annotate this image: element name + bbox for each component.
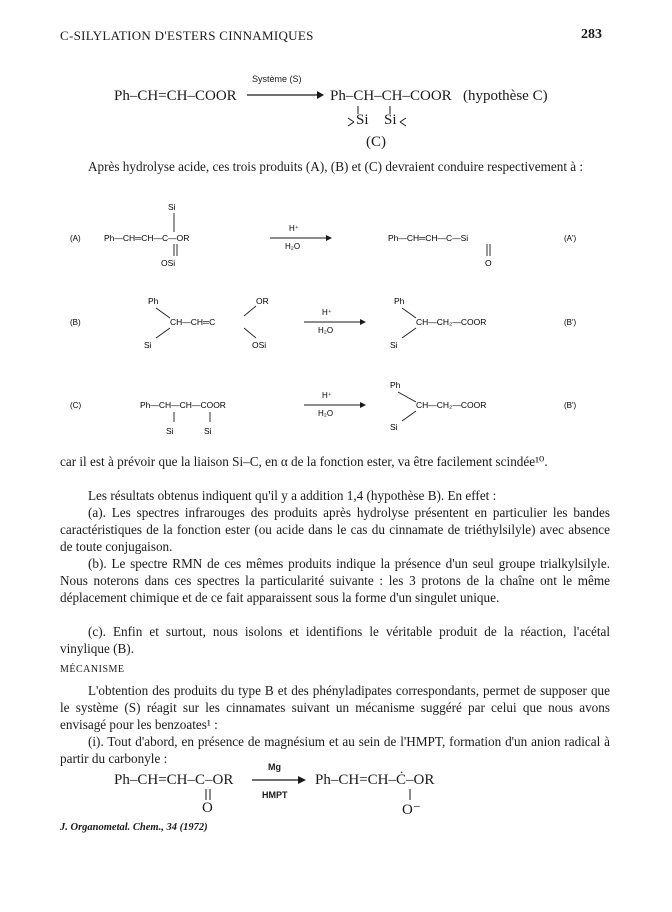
compound-label-c: (C) — [366, 134, 386, 150]
scheme-c-product: CH—CH₂—COOR — [416, 400, 487, 410]
bottom-product: Ph–CH=CH–Ċ–OR — [315, 772, 435, 788]
scheme-a-h-plus: H⁺ — [289, 224, 299, 233]
scheme-a-product: Ph—CH═CH—C—Si — [388, 233, 469, 243]
scheme-a-osi: OSi — [161, 258, 176, 268]
bottom-product-o: O⁻ — [402, 802, 421, 818]
scheme-a-water: H₂O — [285, 242, 301, 251]
top-product: Ph–CH–CH–COOR — [330, 88, 452, 104]
top-reaction-arrow — [245, 88, 325, 102]
scheme-c-product-ph: Ph — [390, 380, 401, 390]
top-product-note: (hypothèse C) — [463, 88, 548, 104]
paragraph-results: Les résultats obtenus indiquent qu'il y a addition 1,4 (hypothèse B). En effet : — [88, 488, 497, 503]
top-si-right: Si — [384, 112, 397, 128]
paragraph-b-nmr: (b). Le spectre RMN de ces mêmes produits indique la présence d'un seul groupe trialkylsilyle. Nous noterons dans ces spectres la particularité suivante : les 3 protons de la chaîne ont le même déplacement chimique et de ce fait apparaissent sous la forme d'un singulet unique. — [60, 556, 610, 605]
paragraph-mechanism: L'obtention des produits du type B et des phényladipates correspondants, permet de supposer que le système (S) réagit sur les cinnamates suivant un mécanisme suggéré par celui que nous avons envisagé pour les benzoates¹ : — [60, 683, 610, 732]
bottom-arrow-hmpt: HMPT — [262, 790, 288, 800]
scheme-b-h-plus: H⁺ — [322, 308, 332, 317]
paragraph-si-c-cleavage: car il est à prévoir que la liaison Si–C, en α de la fonction ester, va être facilement scindée¹⁰. — [60, 454, 548, 469]
scheme-b-osi: OSi — [252, 340, 267, 350]
bottom-reactant-o: O — [202, 800, 213, 816]
scheme-b-chain: CH—CH═C — [170, 317, 216, 327]
scheme-a-label: (A) — [70, 234, 81, 243]
scheme-a-si-top: Si — [168, 202, 176, 212]
scheme-c-h-plus: H⁺ — [322, 391, 332, 400]
section-title-mecanisme: MÉCANISME — [60, 664, 125, 675]
scheme-a-product-o: O — [485, 258, 492, 268]
scheme-b-label: (B) — [70, 318, 81, 327]
top-reactant: Ph–CH=CH–COOR — [114, 88, 237, 104]
scheme-c-water: H₂O — [318, 409, 334, 418]
bottom-reaction-arrow — [250, 774, 310, 786]
scheme-b-water: H₂O — [318, 326, 334, 335]
scheme-a-product-label: (A') — [564, 234, 577, 243]
page-number: 283 — [581, 27, 602, 42]
scheme-b-ph: Ph — [148, 296, 159, 306]
scheme-c — [60, 376, 620, 442]
scheme-b-product-si: Si — [390, 340, 398, 350]
scheme-b-or: OR — [256, 296, 269, 306]
scheme-a — [60, 196, 620, 276]
paragraph-c-acetal: (c). Enfin et surtout, nous isolons et identifions le véritable produit de la réaction, l'acétal vinylique (B). — [60, 624, 610, 656]
top-si-left: Si — [356, 112, 369, 128]
scheme-a-reactant: Ph—CH═CH—C—OR — [104, 233, 190, 243]
scheme-c-si-right: Si — [204, 426, 212, 436]
scheme-b-product: CH—CH₂—COOR — [416, 317, 487, 327]
scheme-c-product-si: Si — [390, 422, 398, 432]
top-arrow-label: Système (S) — [252, 74, 302, 84]
scheme-c-si-left: Si — [166, 426, 174, 436]
scheme-b — [60, 292, 620, 356]
scheme-b-si: Si — [144, 340, 152, 350]
scheme-b-product-label: (B') — [564, 318, 577, 327]
paragraph-anion-radical: (i). Tout d'abord, en présence de magnésium et au sein de l'HMPT, formation d'un anion radical à partir du carbonyle : — [60, 734, 610, 766]
scheme-c-reactant: Ph—CH—CH—COOR — [140, 400, 226, 410]
scheme-c-label: (C) — [70, 401, 82, 410]
scheme-b-product-ph: Ph — [394, 296, 405, 306]
bottom-reactant: Ph–CH=CH–C–OR — [114, 772, 234, 788]
running-title: C-SILYLATION D'ESTERS CINNAMIQUES — [60, 28, 314, 43]
scheme-c-product-label: (B') — [564, 401, 577, 410]
intro-paragraph: Après hydrolyse acide, ces trois produits (A), (B) et (C) devraient conduire respectivement à : — [88, 159, 584, 174]
journal-citation: J. Organometal. Chem., 34 (1972) — [60, 822, 208, 833]
bottom-arrow-mg: Mg — [268, 762, 281, 772]
paragraph-a-ir: (a). Les spectres infrarouges des produits après hydrolyse présentent en particulier les bandes caractéristiques de la fonction ester (ou acide dans le cas du cinnamate de triéthylsilyle) avec absence de toute conjugaison. — [60, 505, 610, 554]
